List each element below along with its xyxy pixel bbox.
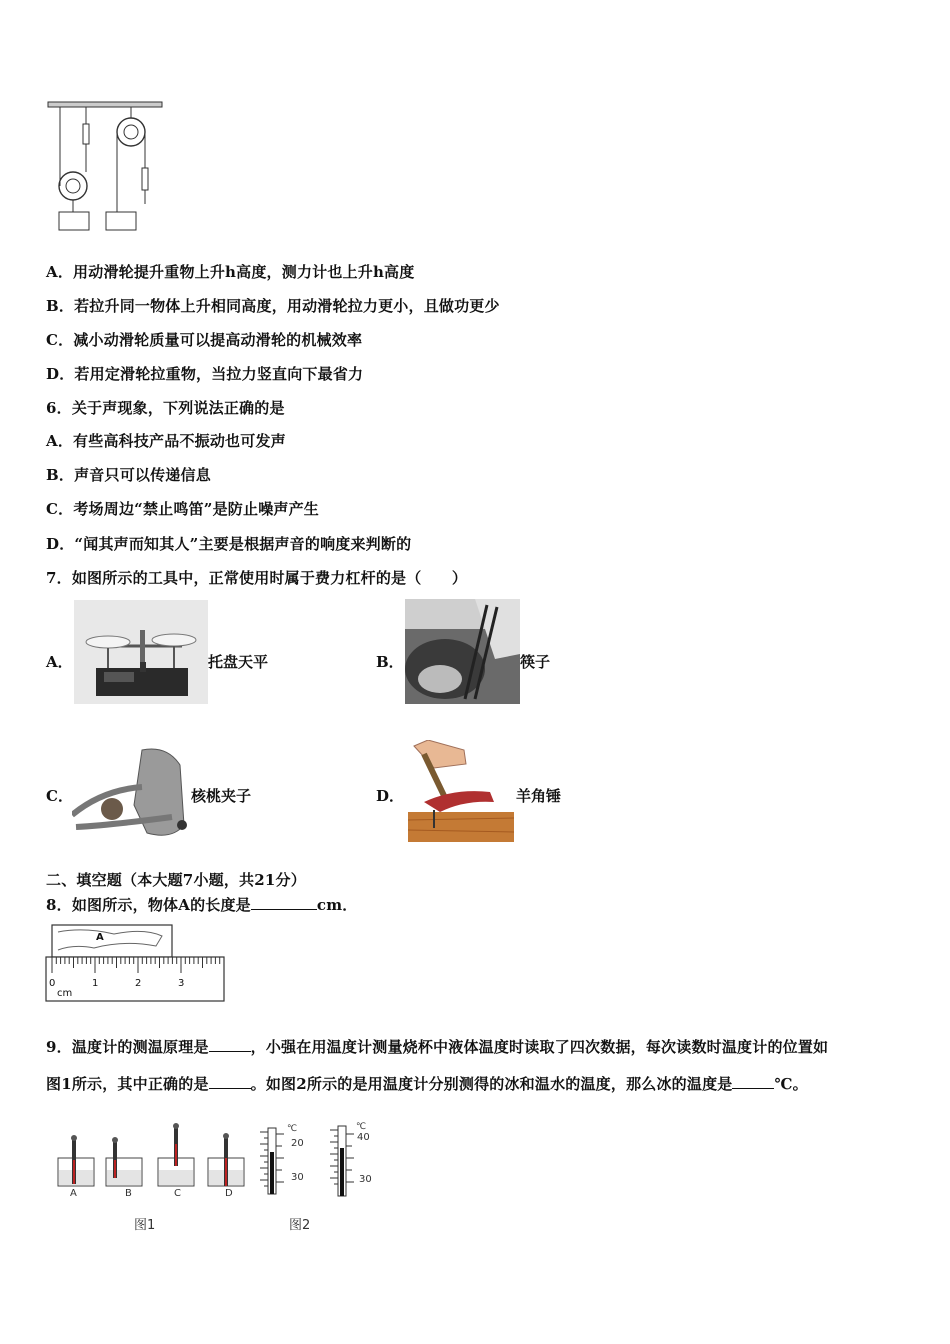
q7-option-d-text: 羊角锤 [516, 787, 562, 805]
ruler-object-label: A [96, 932, 104, 943]
q6-option-b: B．声音只可以传递信息 [46, 466, 211, 484]
q7-stem: 7．如图所示的工具中，正常使用时属于费力杠杆的是（ ） [46, 569, 468, 587]
q6-option-c: C．考场周边“禁止鸣笛”是防止噪声产生 [46, 500, 320, 518]
balance-image [74, 600, 208, 704]
q9-line2: 图1所示，其中正确的是 。如图2所示的是用温度计分别测得的冰和温水的温度，那么冰的温度是 ℃。 [46, 1075, 808, 1093]
ruler-figure [44, 922, 228, 1004]
beaker-label-d: D [225, 1188, 233, 1199]
beaker-d [208, 1133, 244, 1186]
ruler-tick-3: 3 [178, 978, 185, 989]
beaker-label-b: B [125, 1188, 132, 1199]
q7-option-b-letter: B． [376, 653, 404, 671]
q7-option-d-letter: D． [376, 787, 405, 805]
q6-option-d: D．“闻其声而知其人”主要是根据声音的响度来判断的 [46, 535, 412, 553]
q5-option-d: D．若用定滑轮拉重物，当拉力竖直向下最省力 [46, 365, 364, 383]
beaker-label-c: C [174, 1188, 181, 1199]
q9-line1: 9．温度计的测温原理是 ，小强在用温度计测量烧杯中液体温度时读取了四次数据，每次读数时温度计的位置如 [46, 1038, 829, 1056]
q8-answer-blank[interactable] [251, 895, 317, 910]
q9-blank-ice-temp[interactable] [732, 1074, 774, 1089]
thermometer-2-tick-40: 40 [357, 1132, 370, 1143]
ruler-tick-1: 1 [92, 978, 99, 989]
nutcracker-image [72, 745, 190, 840]
q9-blank-principle[interactable] [209, 1037, 251, 1052]
claw-hammer-image [404, 740, 516, 844]
beaker-a [58, 1135, 94, 1186]
q6-stem: 6．关于声现象，下列说法正确的是 [46, 399, 285, 417]
q7-option-c-letter: C． [46, 787, 73, 805]
q7-option-c-text: 核桃夹子 [191, 787, 252, 805]
q8-stem: 8．如图所示，物体A的长度是 cm． [46, 896, 358, 914]
thermometer-1-tick-20: 20 [291, 1138, 304, 1149]
thermometer-2-unit: ℃ [356, 1122, 367, 1132]
q7-option-a-letter: A． [46, 653, 73, 671]
ruler-tick-2: 2 [135, 978, 142, 989]
q7-option-a-text: 托盘天平 [208, 653, 269, 671]
beaker-c [158, 1123, 194, 1186]
q5-option-a: A．用动滑轮提升重物上升h高度，测力计也上升h高度 [46, 263, 415, 281]
beaker-b [106, 1137, 142, 1186]
pulley-figure [46, 100, 166, 235]
thermometer-1-tick-30: 30 [291, 1172, 304, 1183]
q5-option-c: C．减小动滑轮质量可以提高动滑轮的机械效率 [46, 331, 363, 349]
q5-option-b: B．若拉升同一物体上升相同高度，用动滑轮拉力更小，且做功更少 [46, 297, 500, 315]
ruler-unit: cm [57, 988, 73, 999]
thermometer-1-unit: ℃ [287, 1124, 298, 1134]
q7-option-b-text: 筷子 [520, 653, 551, 671]
q6-option-a: A．有些高科技产品不振动也可发声 [46, 432, 286, 450]
figure-2-caption: 图2 [289, 1218, 311, 1233]
figure-1-caption: 图1 [134, 1218, 156, 1233]
thermometer-2-tick-30: 30 [359, 1174, 372, 1185]
section-heading-fill-in: 二、填空题（本大题7小题，共21分） [46, 871, 306, 889]
q9-blank-correct[interactable] [209, 1074, 251, 1089]
ruler-tick-0: 0 [49, 978, 56, 989]
chopsticks-image [405, 599, 520, 704]
beaker-label-a: A [70, 1188, 77, 1199]
